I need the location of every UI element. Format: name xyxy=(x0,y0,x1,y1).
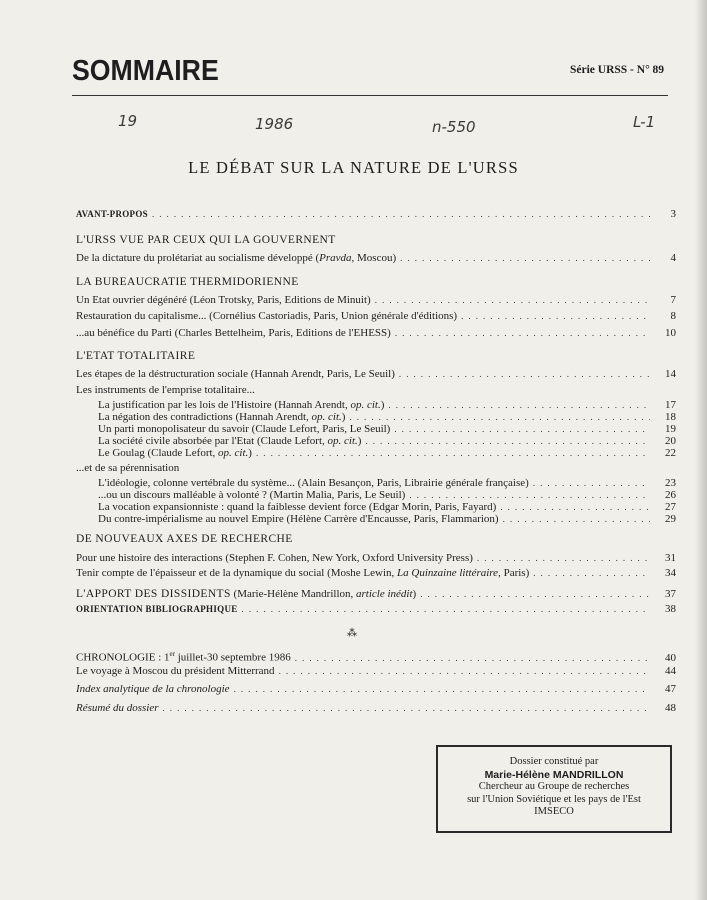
leader-dots xyxy=(395,326,650,340)
page-number: 48 xyxy=(665,702,676,714)
toc-entry[interactable] xyxy=(76,367,676,381)
page-number: 26 xyxy=(665,489,676,501)
entry-text: ...ou un discours malléable à volonté ? (Martin Malia, Paris, Le Seuil) xyxy=(98,489,406,501)
page-number: 3 xyxy=(670,208,676,220)
page-number: 20 xyxy=(665,435,676,447)
entry-text: ...au bénéfice du Parti (Charles Bettelheim, Paris, Editions de l'EHESS) xyxy=(76,327,391,339)
toc-entry[interactable] xyxy=(76,664,676,678)
toc-entry[interactable] xyxy=(76,309,676,323)
leader-dots xyxy=(256,446,650,460)
entry-text: Pour une histoire des interactions (Stephen F. Cohen, New York, Oxford University Press) xyxy=(76,552,473,564)
page-number: 38 xyxy=(665,603,676,615)
entry-text: ORIENTATION BIBLIOGRAPHIQUE xyxy=(76,604,238,614)
leader-dots xyxy=(279,664,650,678)
entry-text: Un parti monopolisateur du savoir (Claude Lefort, Paris, Le Seuil) xyxy=(98,423,391,435)
page-number: 18 xyxy=(665,411,676,423)
entry-text: CHRONOLOGIE : 1er juillet-30 septembre 1986 xyxy=(76,650,291,664)
author-name: Marie-Hélène MANDRILLON xyxy=(484,768,624,781)
credit-line: Chercheur au Groupe de recherches xyxy=(478,781,630,792)
credit-line: sur l'Union Soviétique et les pays de l'Est xyxy=(467,793,641,805)
toc-entry[interactable] xyxy=(76,647,676,664)
toc-entry[interactable] xyxy=(76,701,676,715)
leader-dots xyxy=(533,566,650,580)
toc-entry[interactable] xyxy=(98,512,676,526)
toc-entry[interactable] xyxy=(76,293,676,307)
entry-text: Le voyage à Moscou du président Mitterrand xyxy=(76,665,275,677)
page-number: 10 xyxy=(665,327,676,339)
page-edge-shadow xyxy=(695,0,707,900)
section-heading: LA BUREAUCRATIE THERMIDORIENNE xyxy=(76,276,299,288)
subsection-heading: Les instruments de l'emprise totalitaire... xyxy=(76,384,255,396)
leader-dots xyxy=(375,293,650,307)
page-number: 8 xyxy=(670,310,676,322)
toc-entry[interactable] xyxy=(76,587,676,601)
page-number: 34 xyxy=(665,567,676,579)
toc-entry[interactable] xyxy=(98,446,676,460)
handwritten-note-2: 1986 xyxy=(255,115,294,133)
asterism-ornament: ⁂ xyxy=(347,628,357,639)
credit-line: Dossier constitué par xyxy=(509,756,599,767)
entry-text: Le Goulag (Claude Lefort, op. cit.) xyxy=(98,447,252,459)
leader-dots xyxy=(242,602,650,616)
handwritten-note-4: L-1 xyxy=(633,113,656,131)
leader-dots xyxy=(295,651,650,665)
toc-entry[interactable] xyxy=(76,207,676,221)
subsection-heading: ...et de sa pérennisation xyxy=(76,462,180,474)
toc-entry[interactable] xyxy=(76,551,676,565)
entry-text: La justification par les lois de l'Histoire (Hannah Arendt, op. cit.) xyxy=(98,399,385,411)
series-label: Série URSS - N° 89 xyxy=(570,64,665,76)
toc-entry[interactable] xyxy=(76,326,676,340)
page-number: 17 xyxy=(665,399,676,411)
page-number: 19 xyxy=(665,423,676,435)
entry-text: Index analytique de la chronologie xyxy=(76,683,230,695)
leader-dots xyxy=(400,251,650,265)
page-number: 23 xyxy=(665,477,676,489)
entry-text: L'APPORT DES DISSIDENTS (Marie-Hélène Mandrillon, article inédit) xyxy=(76,588,417,600)
page-number: 14 xyxy=(665,368,676,380)
entry-text: La négation des contradictions (Hannah Arendt, op. cit.) xyxy=(98,411,346,423)
page-number: 44 xyxy=(665,665,676,677)
entry-text: Un Etat ouvrier dégénéré (Léon Trotsky, Paris, Editions de Minuit) xyxy=(76,294,371,306)
leader-dots xyxy=(399,367,650,381)
page-number: 22 xyxy=(665,447,676,459)
entry-text: Tenir compte de l'épaisseur et de la dynamique du social (Moshe Lewin, La Quinzaine littéraire, Paris) xyxy=(76,567,530,579)
page-number: 37 xyxy=(665,588,676,600)
page-number: 40 xyxy=(665,651,676,664)
credit-line: IMSECO xyxy=(534,806,574,817)
main-title: LE DÉBAT SUR LA NATURE DE L'URSS xyxy=(188,158,519,177)
toc-entry[interactable] xyxy=(76,602,676,616)
author-credit-box xyxy=(436,745,672,833)
entry-text: L'idéologie, colonne vertébrale du système... (Alain Besançon, Paris, Librairie générale française) xyxy=(98,477,529,489)
section-heading: L'ETAT TOTALITAIRE xyxy=(76,350,196,362)
page-number: 47 xyxy=(665,683,676,695)
entry-text: De la dictature du prolétariat au socialisme développé (Pravda, Moscou) xyxy=(76,252,397,264)
leader-dots xyxy=(461,309,650,323)
handwritten-note-1: 19 xyxy=(118,112,138,130)
entry-text: La vocation expansionniste : quand la faiblesse devient force (Edgar Morin, Paris, Fayard) xyxy=(98,501,497,513)
page-number: 29 xyxy=(665,513,676,525)
page-number: 7 xyxy=(670,294,676,306)
leader-dots xyxy=(420,587,650,601)
section-heading: L'URSS VUE PAR CEUX QUI LA GOUVERNENT xyxy=(76,234,336,246)
page-number: 27 xyxy=(665,501,676,513)
entry-text: La société civile absorbée par l'Etat (Claude Lefort, op. cit.) xyxy=(98,435,362,447)
entry-text: AVANT-PROPOS xyxy=(76,209,148,219)
leader-dots xyxy=(234,682,650,696)
leader-dots xyxy=(477,551,650,565)
toc-entry[interactable] xyxy=(76,682,676,696)
page-number: 4 xyxy=(670,252,676,264)
toc-entry[interactable] xyxy=(76,566,676,580)
leader-dots xyxy=(163,701,651,715)
entry-text: Restauration du capitalisme... (Cornélius Castoriadis, Paris, Union générale d'éditions) xyxy=(76,310,458,322)
leader-dots xyxy=(152,207,650,221)
section-heading: DE NOUVEAUX AXES DE RECHERCHE xyxy=(76,533,293,545)
page-number: 31 xyxy=(665,552,676,564)
toc-entry[interactable] xyxy=(76,251,676,265)
entry-text: Les étapes de la déstructuration sociale (Hannah Arendt, Paris, Le Seuil) xyxy=(76,368,395,380)
leader-dots xyxy=(503,512,650,526)
entry-text: Résumé du dossier xyxy=(76,702,159,714)
entry-text: Du contre-impérialisme au nouvel Empire (Hélène Carrère d'Encausse, Paris, Flammarion) xyxy=(98,513,499,525)
header-rule xyxy=(72,95,668,96)
handwritten-note-3: n-550 xyxy=(432,118,476,136)
page-title: SOMMAIRE xyxy=(72,55,219,87)
